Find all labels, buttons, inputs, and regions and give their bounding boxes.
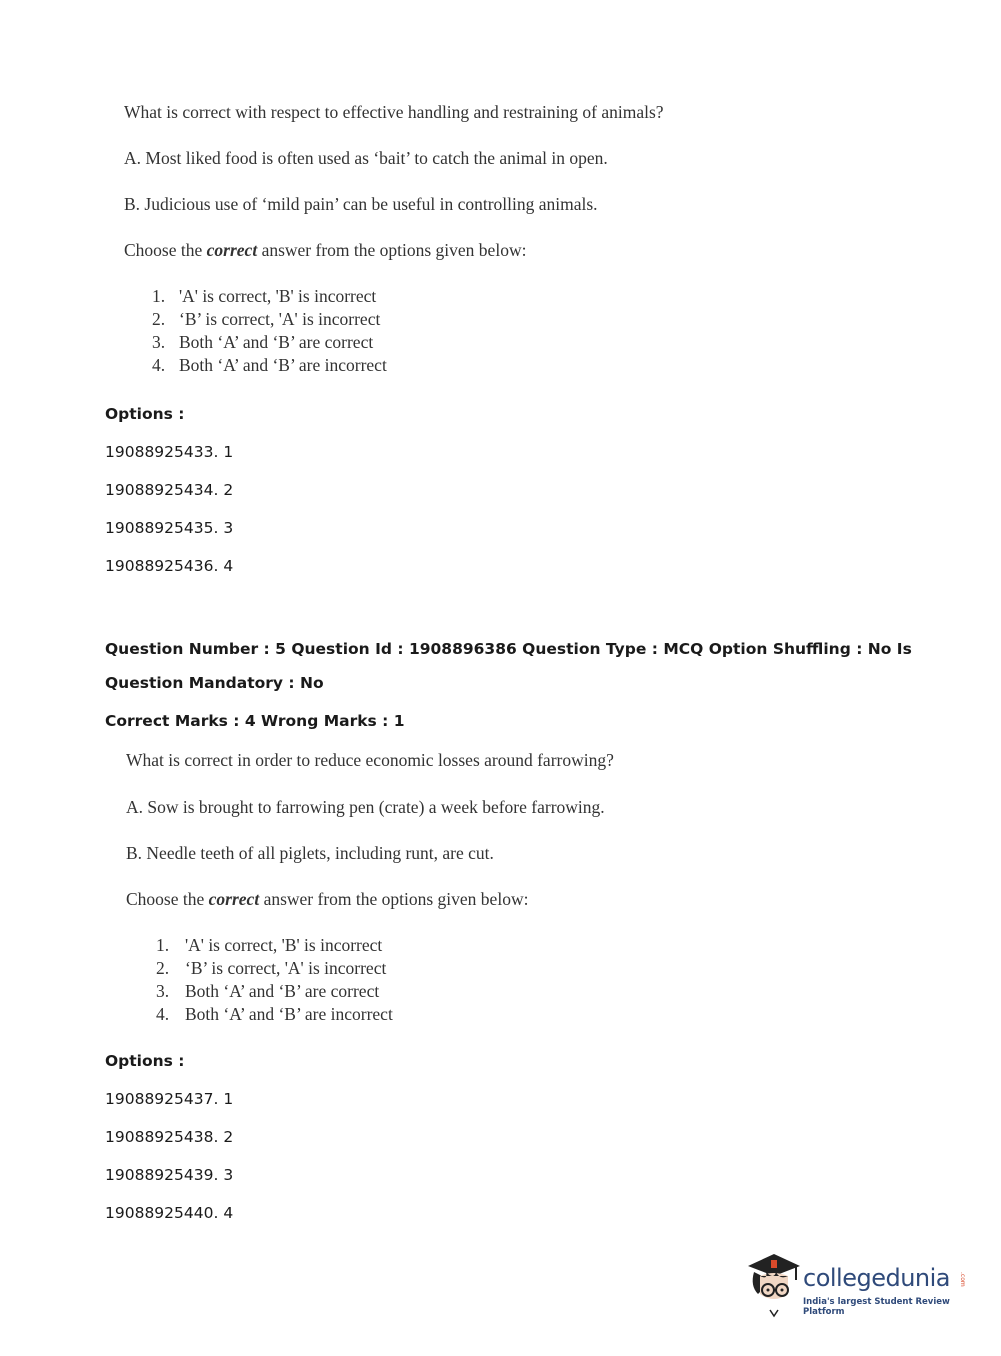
choose-prefix: Choose the — [126, 889, 209, 909]
q4-statement-a: A. Most liked food is often used as ‘bait’ to catch the animal in open. — [124, 148, 608, 168]
q5-header-line-2: Question Mandatory : No — [105, 674, 324, 692]
choose-emphasis: correct — [206, 240, 258, 260]
answer-item: 4. Both ‘A’ and ‘B’ are incorrect — [152, 355, 387, 375]
q4-choose-instruction — [124, 240, 526, 261]
answer-item: 4. Both ‘A’ and ‘B’ are incorrect — [156, 1004, 393, 1024]
q5-marks-line: Correct Marks : 4 Wrong Marks : 1 — [105, 712, 405, 730]
q4-answer-list — [152, 285, 387, 377]
choose-prefix: Choose the — [124, 240, 207, 260]
q5-option-4: 19088925440. 4 — [105, 1204, 234, 1222]
q5-header-line-1: Question Number : 5 Question Id : 1908896386 Question Type : MCQ Option Shuffling : No Is — [105, 640, 912, 658]
answer-item: 3. Both ‘A’ and ‘B’ are correct — [152, 332, 374, 352]
choose-suffix: answer from the options given below: — [257, 240, 527, 260]
choose-suffix: answer from the options given below: — [259, 889, 529, 909]
answer-item: 2. ‘B’ is correct, 'A' is incorrect — [156, 958, 387, 978]
q5-statement-a: A. Sow is brought to farrowing pen (crate) a week before farrowing. — [126, 797, 605, 817]
q4-option-4: 19088925436. 4 — [105, 557, 234, 575]
q5-choose-instruction — [126, 889, 528, 910]
q4-option-2: 19088925434. 2 — [105, 481, 234, 499]
q5-question-text: What is correct in order to reduce economic losses around farrowing? — [126, 750, 614, 770]
q4-option-3: 19088925435. 3 — [105, 519, 234, 537]
q5-option-2: 19088925438. 2 — [105, 1128, 234, 1146]
logo-tagline: India's largest Student Review Platform — [803, 1297, 950, 1317]
q4-options-label: Options : — [105, 405, 185, 423]
q4-statement-b: B. Judicious use of ‘mild pain’ can be useful in controlling animals. — [124, 194, 598, 214]
q5-statement-b: B. Needle teeth of all piglets, including runt, are cut. — [126, 843, 494, 863]
answer-item: 2. ‘B’ is correct, 'A' is incorrect — [152, 309, 381, 329]
answer-item: 1. 'A' is correct, 'B' is incorrect — [152, 286, 377, 306]
answer-item: 1. 'A' is correct, 'B' is incorrect — [156, 935, 383, 955]
collegedunia-logo — [744, 1250, 974, 1320]
q5-option-3: 19088925439. 3 — [105, 1166, 234, 1184]
choose-emphasis: correct — [208, 889, 260, 909]
q5-options-label: Options : — [105, 1052, 185, 1070]
q4-option-1: 19088925433. 1 — [105, 443, 234, 461]
graduate-mascot-icon — [744, 1250, 804, 1320]
answer-item: 3. Both ‘A’ and ‘B’ are correct — [156, 981, 380, 1001]
q4-question-text: What is correct with respect to effective handling and restraining of animals? — [124, 102, 664, 122]
q5-answer-list — [156, 934, 393, 1026]
logo-wordmark: collegedunia — [803, 1264, 951, 1292]
q5-option-1: 19088925437. 1 — [105, 1090, 234, 1108]
logo-com-suffix: .com — [959, 1272, 966, 1287]
